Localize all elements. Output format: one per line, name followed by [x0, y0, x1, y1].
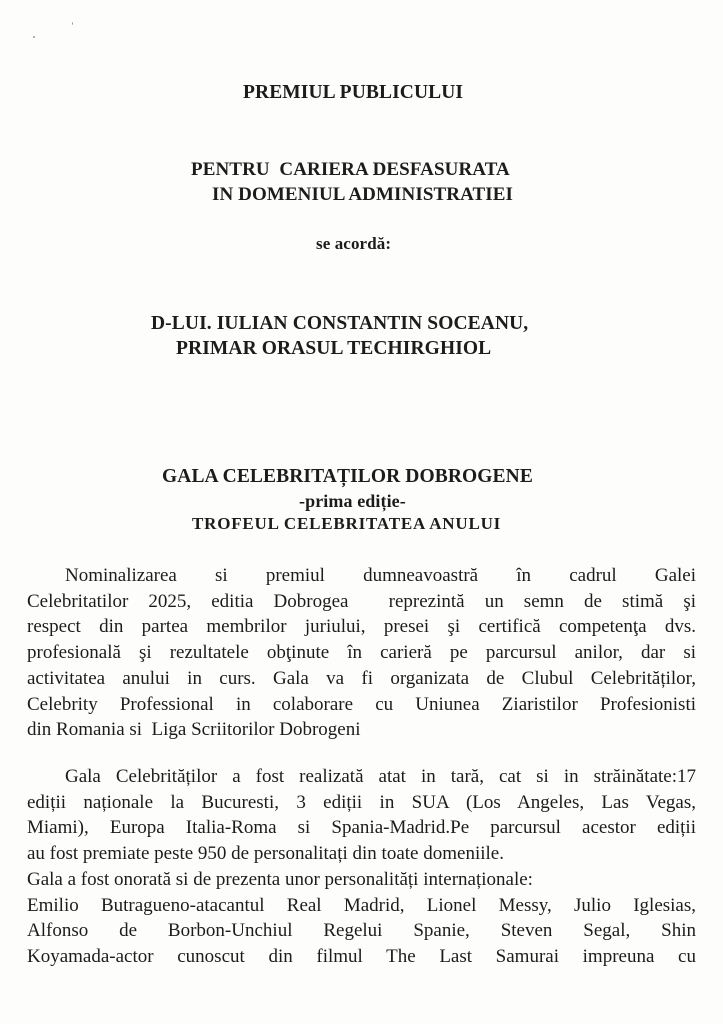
- recipient-title: PRIMAR ORASUL TECHIRGHIOL: [176, 338, 492, 359]
- paragraph-line: profesională şi rezultatele obţinute în carieră pe parcursul anilor, dar si: [27, 642, 696, 664]
- paragraph-line: respect din partea membrilor juriului, presei şi certifică competenţa dvs.: [27, 616, 696, 638]
- paragraph-line: Emilio Butragueno-atacantul Real Madrid, Lionel Messy, Julio Iglesias,: [27, 894, 696, 916]
- paragraph-line: Celebritatilor 2025, editia Dobrogea reprezintă un semn de stimă şi: [27, 590, 696, 612]
- paragraph-line: activitatea anului in curs. Gala va fi organizata de Clubul Celebrităților,: [27, 667, 696, 689]
- gala-title: GALA CELEBRITAȚILOR DOBROGENE: [162, 466, 533, 487]
- paragraph-line: Koyamada-actor cunoscut din filmul The Last Samurai impreuna cu: [27, 945, 696, 967]
- paragraph-line: ediții naționale la Bucuresti, 3 ediții in SUA (Los Angeles, Las Vegas,: [27, 791, 696, 813]
- paragraph-line: Miami), Europa Italia-Roma si Spania-Madrid.Pe parcursul acestor ediții: [27, 817, 696, 839]
- award-title: PREMIUL PUBLICULUI: [243, 82, 464, 103]
- paragraph-gala-history: [27, 764, 696, 970]
- granted-label: se acordă:: [316, 234, 392, 253]
- scan-speck: [72, 22, 73, 25]
- paragraph-line: din Romania si Liga Scriitorilor Dobrogeni: [27, 719, 361, 741]
- paragraph-line: Gala a fost onorată si de prezenta unor personalități internaționale:: [27, 868, 533, 890]
- award-subtitle-line-1: PENTRU CARIERA DESFASURATA: [191, 159, 510, 180]
- award-subtitle-line-2: IN DOMENIUL ADMINISTRATIEI: [212, 184, 514, 205]
- gala-edition: -prima ediție-: [299, 491, 406, 511]
- paragraph-line: Celebrity Professional in colaborare cu Uniunea Ziaristilor Profesionisti: [27, 693, 696, 715]
- paragraph-line: Nominalizarea si premiul dumneavoastră în cadrul Galei: [65, 565, 696, 586]
- gala-trophy: TROFEUL CELEBRITATEA ANULUI: [192, 514, 502, 533]
- recipient-name: D-LUI. IULIAN CONSTANTIN SOCEANU,: [151, 313, 529, 334]
- paragraph-line: Alfonso de Borbon-Unchiul Regelui Spanie, Steven Segal, Shin: [27, 920, 696, 942]
- paragraph-nomination: [27, 563, 696, 743]
- scan-speck: [33, 36, 35, 38]
- paragraph-line: au fost premiate peste 950 de personalitați din toate domeniile.: [27, 843, 504, 865]
- paragraph-line: Gala Celebrităților a fost realizată atat in tară, cat si in străinătate:17: [65, 766, 696, 787]
